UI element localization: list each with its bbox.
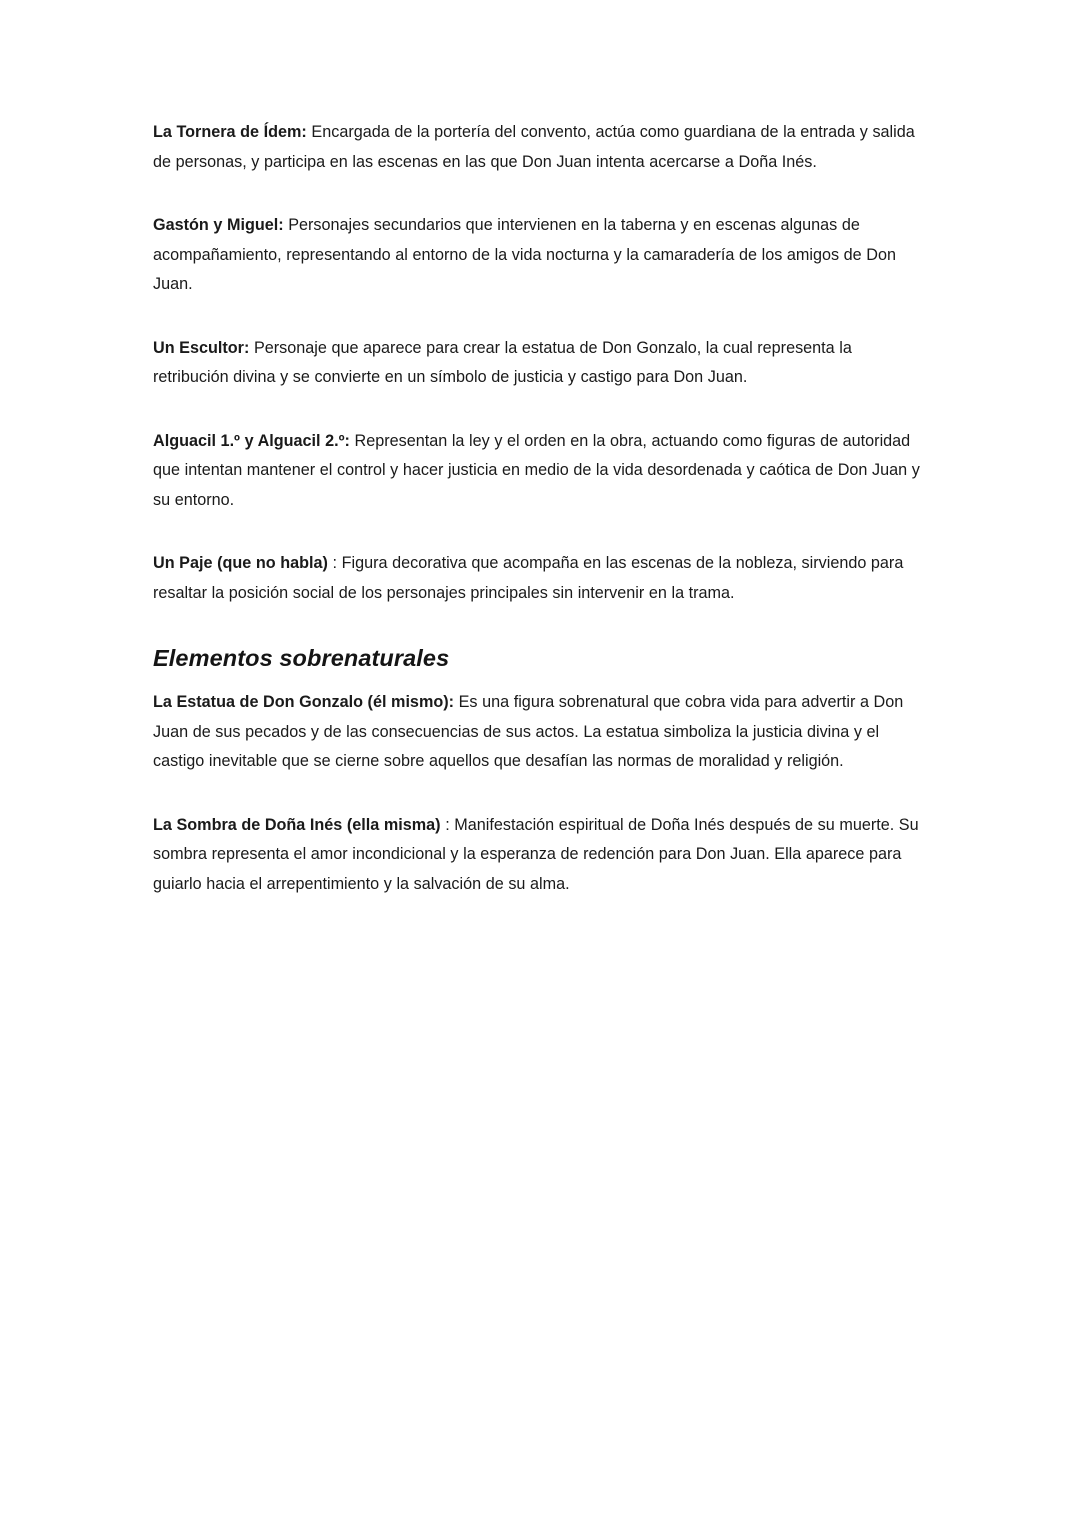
term-description: Es una figura sobrenatural que cobra vida para advertir a Don Juan de sus pecados y de las consecuencias de sus actos. La estatua simboliza la justicia divina y el castigo inevitable que se cierne sobre aquellos que desafían las normas de moralidad y religión. <box>153 693 904 770</box>
term-description: Representan la ley y el orden en la obra, actuando como figuras de autoridad que intentan mantener el control y hacer justicia en medio de la vida desordenada y caótica de Don Juan y su entorno. <box>153 431 920 509</box>
term-separator: : <box>445 815 450 834</box>
term-label: Gastón y Miguel <box>153 216 279 234</box>
term-separator: : <box>278 216 284 234</box>
term-label: Un Paje (que no habla) <box>153 554 328 572</box>
term-label: Alguacil 1.º y Alguacil 2.º <box>153 431 345 450</box>
paragraph-la-sombra-de-dona-ines <box>153 811 927 900</box>
term-separator: : <box>301 123 307 141</box>
paragraph-la-estatua-de-don-gonzalo <box>153 688 927 777</box>
term-separator: : <box>344 431 350 450</box>
term-label: La Estatua de Don Gonzalo (él mismo) <box>153 693 449 711</box>
term-label: La Sombra de Doña Inés (ella misma) <box>153 815 441 834</box>
term-description: Manifestación espiritual de Doña Inés después de su muerte. Su sombra representa el amor incondicional y la esperanza de redención para Don Juan. Ella aparece para guiarlo hacia el arrepentimiento y la salvación de su alma. <box>153 815 919 893</box>
term-description: Personaje que aparece para crear la estatua de Don Gonzalo, la cual representa la retribución divina y se convierte en un símbolo de justicia y castigo para Don Juan. <box>153 338 852 386</box>
term-separator: : <box>332 554 337 572</box>
term-description: Figura decorativa que acompaña en las escenas de la nobleza, sirviendo para resaltar la posición social de los personajes principales sin intervenir en la trama. <box>153 554 904 602</box>
section-heading-elementos-sobrenaturales: Elementos sobrenaturales <box>153 645 450 671</box>
term-separator: : <box>448 693 455 711</box>
document-body <box>153 118 927 899</box>
paragraph-alguaciles <box>153 427 927 516</box>
paragraph-gaston-y-miguel <box>153 211 927 300</box>
term-separator: : <box>243 338 250 357</box>
paragraph-la-tornera-de-idem <box>153 118 927 177</box>
paragraph-un-escultor <box>153 334 927 393</box>
term-description: Encargada de la portería del convento, actúa como guardiana de la entrada y salida de personas, y participa en las escenas en las que Don Juan intenta acercarse a Doña Inés. <box>153 123 915 171</box>
term-label: La Tornera de Ídem <box>153 123 302 141</box>
term-description: Personajes secundarios que intervienen en la taberna y en escenas algunas de acompañamiento, representando al entorno de la vida nocturna y la camaradería de los amigos de Don Juan. <box>153 216 896 293</box>
term-label: Un Escultor <box>153 338 244 357</box>
paragraph-un-paje <box>153 549 927 608</box>
